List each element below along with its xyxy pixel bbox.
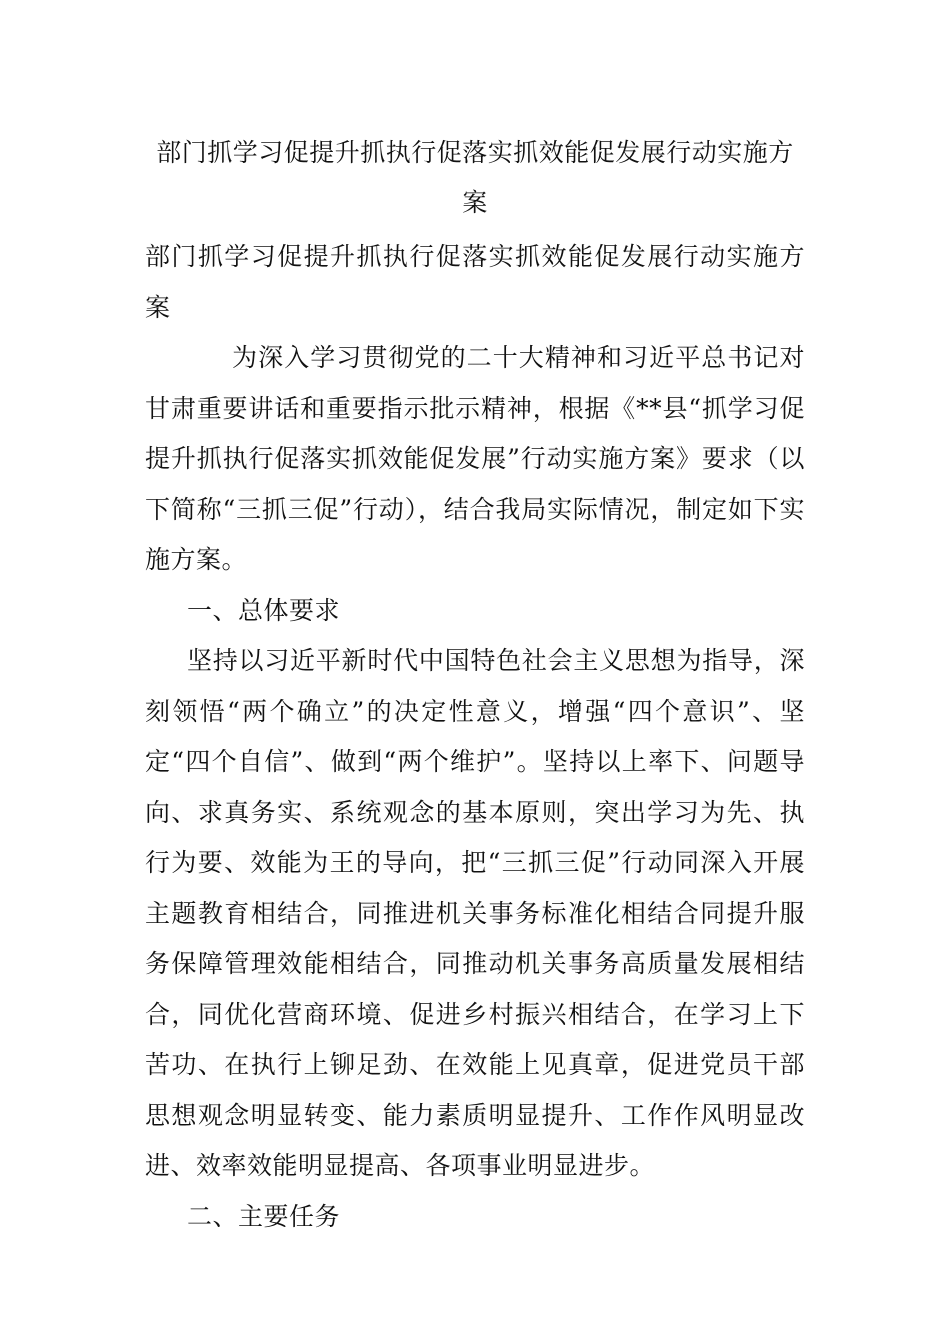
section-1-paragraph: 坚持以习近平新时代中国特色社会主义思想为指导，深刻领悟“两个确立”的决定性意义，增强“四个意识”、坚定“四个自信”、做到“两个维护”。坚持以上率下、问题导向、求真务实、系统观念的基本原则，突出学习为先、执行为要、效能为王的导向，把“三抓三促”行动同深入开展主题教育相结合，同推进机关事务标准化相结合同提升服务保障管理效能相结合，同推动机关事务高质量发展相结合，同优化营商环境、促进乡村振兴相结合，在学习上下苦功、在执行上铆足劲、在效能上见真章，促进党员干部思想观念明显转变、能力素质明显提升、工作作风明显改进、效率效能明显提高、各项事业明显进步。 xyxy=(145,646,805,1180)
document-title: 部门抓学习促提升抓执行促落实抓效能促发展行动实施方案 xyxy=(156,138,794,217)
document-body xyxy=(145,232,805,1242)
section-1-heading: 一、总体要求 xyxy=(187,595,341,625)
section-2-heading: 二、主要任务 xyxy=(187,1201,341,1231)
document-subtitle: 部门抓学习促提升抓执行促落实抓效能促发展行动实施方案 xyxy=(145,242,805,322)
intro-paragraph: 为深入学习贯彻党的二十大精神和习近平总书记对甘肃重要讲话和重要指示批示精神，根据《**县“抓学习促提升抓执行促落实抓效能促发展”行动实施方案》要求（以下简称“三抓三促”行动），结合我局实际情况，制定如下实施方案。 xyxy=(145,343,805,574)
